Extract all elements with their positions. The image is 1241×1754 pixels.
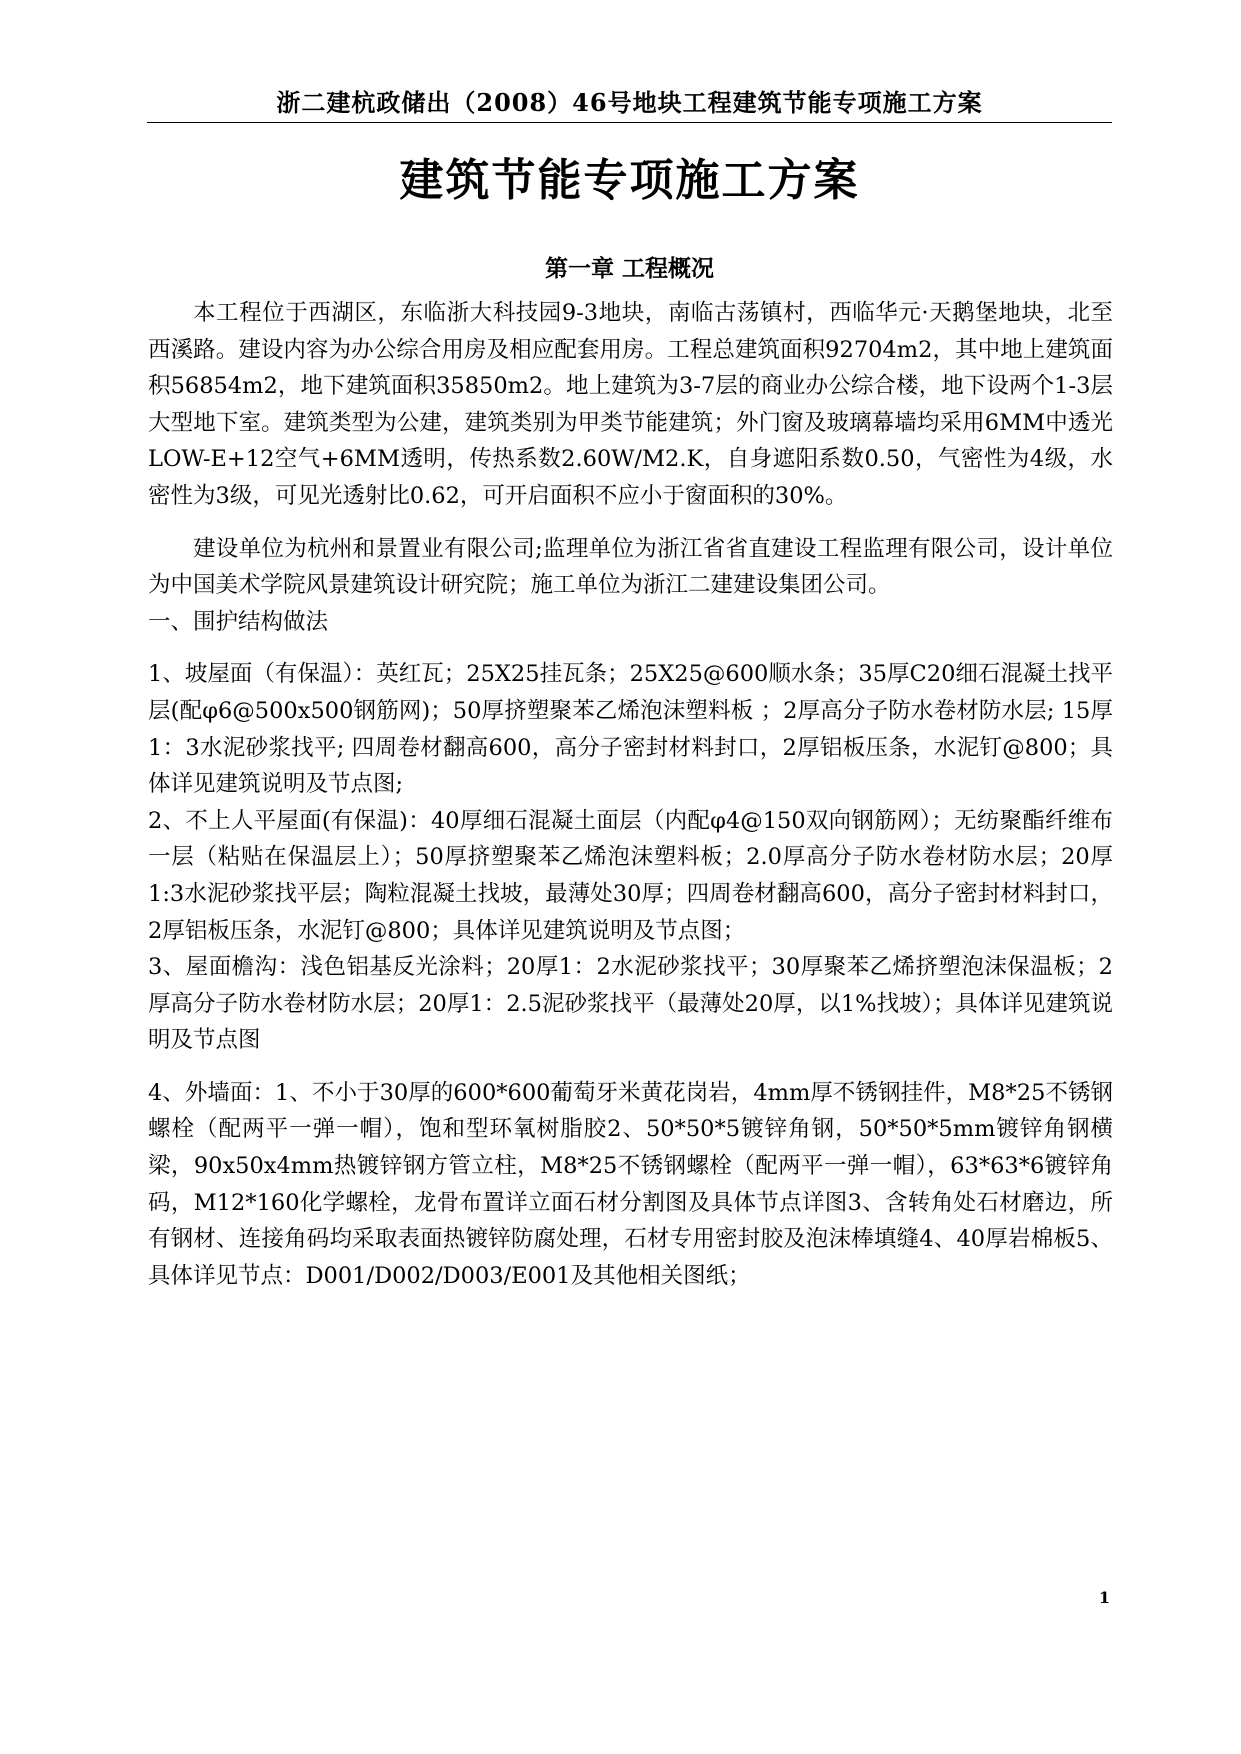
list-item-sloped-roof: 1、坡屋面（有保温）：英红瓦；25X25挂瓦条；25X25@600顺水条；35厚C20细石混凝土找平层(配φ6@500x500钢筋网)；50厚挤塑聚苯乙烯泡沫塑料板 ；2厚高分子防水卷材防水层; 15厚1：3水泥砂浆找平; 四周卷材翻高600，高分子密封材料封口，2厚铝板压条，水泥钉@800；具体详见建筑说明及节点图; (148, 661, 1113, 798)
chapter-title: 第一章 工程概况 (544, 255, 714, 282)
list-item-roof-gutter: 3、屋面檐沟：浅色铝基反光涂料；20厚1：2水泥砂浆找平；30厚聚苯乙烯挤塑泡沫保温板；2厚高分子防水卷材防水层；20厚1：2.5泥砂浆找平（最薄处20厚，以1%找坡）；具体详见建筑说明及节点图 (148, 954, 1113, 1054)
list-item-exterior-wall: 4、外墙面：1、不小于30厚的600*600葡萄牙米黄花岗岩，4mm厚不锈钢挂件，M8*25不锈钢螺栓（配两平一弹一帽），饱和型环氧树脂胶2、50*50*5镀锌角钢，50*50*5mm镀锌角钢横梁，90x50x4mm热镀锌钢方管立柱，M8*25不锈钢螺栓（配两平一弹一帽），63*63*6镀锌角码，M12*160化学螺栓，龙骨布置详立面石材分割图及具体节点详图3、含转角处石材磨边，所有钢材、连接角码均采取表面热镀锌防腐处理，石材专用密封胶及泡沫棒填缝4、40厚岩棉板5、具体详见节点：D001/D002/D003/E001及其他相关图纸； (148, 1079, 1113, 1289)
paragraph-parties: 建设单位为杭州和景置业有限公司;监理单位为浙江省省直建设工程监理有限公司，设计单位为中国美术学院风景建筑设计研究院；施工单位为浙江二建建设集团公司。 (148, 535, 1113, 599)
document-body (148, 295, 1113, 1294)
paragraph-project-overview: 本工程位于西湖区，东临浙大科技园9-3地块，南临古荡镇村，西临华元·天鹅堡地块，北至西溪路。建设内容为办公综合用房及相应配套用房。工程总建筑面积92704m2，其中地上建筑面积56854m2，地下建筑面积35850m2。地上建筑为3-7层的商业办公综合楼，地下设两个1-3层大型地下室。建筑类型为公建，建筑类别为甲类节能建筑；外门窗及玻璃幕墙均采用6MM中透光LOW-E+12空气+6MM透明，传热系数2.60W/M2.K，自身遮阳系数0.50，气密性为4级，水密性为3级，可见光透射比0.62，可开启面积不应小于窗面积的30%。 (148, 300, 1113, 509)
running-header: 浙二建杭政储出（2008）46号地块工程建筑节能专项施工方案 (276, 88, 983, 117)
list-item-flat-roof: 2、不上人平屋面(有保温)：40厚细石混凝土面层（内配φ4@150双向钢筋网）；无纺聚酯纤维布一层（粘贴在保温层上）；50厚挤塑聚苯乙烯泡沫塑料板；2.0厚高分子防水卷材防水层；20厚1:3水泥砂浆找平层；陶粒混凝土找坡，最薄处30厚；四周卷材翻高600，高分子密封材料封口，2厚铝板压条，水泥钉@800；具体详见建筑说明及节点图； (148, 807, 1113, 944)
header-rule (147, 122, 1112, 123)
document-title: 建筑节能专项施工方案 (399, 155, 860, 206)
page-number: 1 (1098, 1588, 1110, 1607)
section-heading-envelope: 一、围护结构做法 (148, 608, 329, 635)
